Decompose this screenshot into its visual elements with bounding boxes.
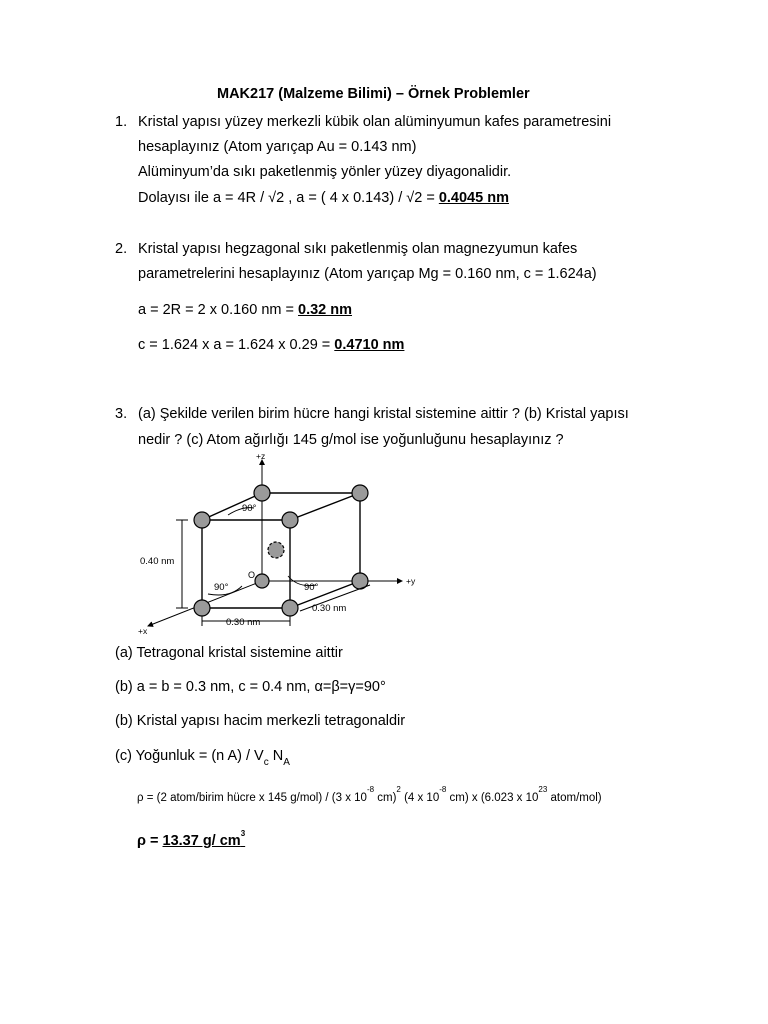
q2-a-answer: 0.32 nm: [298, 302, 353, 318]
q2-a-line: [138, 302, 352, 318]
depth-label: 0.30 nm: [312, 603, 347, 614]
calc-part-2: cm): [374, 792, 397, 804]
body-center-atom: [268, 542, 284, 558]
result-value: 13.37 g/ $cm^3$: [162, 829, 246, 849]
calc-exp-2: 2: [396, 785, 401, 794]
q3-line2: nedir ? (c) Atom ağırlığı 145 g/mol ise yoğunluğunu hesaplayınız ?: [138, 432, 564, 448]
q1-line2: hesaplayınız (Atom yarıçap Au = 0.143 nm): [138, 139, 417, 155]
density-sub-A: A: [283, 757, 290, 768]
corner-atom: [352, 485, 368, 501]
y-axis-label: +y: [406, 576, 416, 586]
q1-number: 1.: [115, 114, 128, 130]
calc-exp-3: -8: [439, 785, 447, 794]
result-eq: =: [145, 833, 163, 849]
answer-b2: (b) Kristal yapısı hacim merkezli tetragonaldir: [115, 713, 406, 729]
q3-line1: (a) Şekilde verilen birim hücre hangi kristal sistemine aittir ? (b) Kristal yapısı: [138, 406, 629, 422]
density-sub-c: c: [263, 757, 269, 768]
q1-line3: Alüminyum’da sıkı paketlenmiş yönler yüzey diyagonalidir.: [138, 164, 512, 180]
z-axis-label: +z: [256, 451, 266, 461]
q3-number: 3.: [115, 406, 128, 422]
q2-line1: Kristal yapısı hegzagonal sıkı paketlenmiş olan magnezyumun kafes: [138, 241, 578, 257]
q1-line4: [138, 190, 509, 206]
height-label: 0.40 nm: [140, 556, 175, 567]
calc-part-5: atom/mol): [547, 792, 602, 804]
answer-c: [115, 748, 290, 768]
answer-b1: (b) a = b = 0.3 nm, c = 0.4 nm, α=β=γ=90°: [115, 679, 386, 695]
origin-label: O: [248, 570, 256, 580]
calc-part-4: cm) x (6.023 x 10: [446, 792, 539, 804]
x-axis-label: +x: [138, 626, 148, 636]
q1-answer: 0.4045 nm: [438, 190, 509, 206]
angle-top-label: 90°: [242, 503, 257, 514]
unit-cell-figure: [130, 448, 440, 638]
corner-atom: [282, 512, 298, 528]
calc-part-1: = (2 atom/birim hücre x 145 g/mol) / (3 x 10: [143, 792, 367, 804]
q2-c-answer: 0.4710 nm: [334, 337, 405, 353]
angle-right-label: 90°: [304, 582, 319, 593]
answer-a: (a) Tetragonal kristal sistemine aittir: [115, 645, 343, 661]
q1-line1: Kristal yapısı yüzey merkezli kübik olan alüminyumun kafes parametresini: [138, 114, 612, 130]
page-title: MAK217 (Malzeme Bilimi) – Örnek Problemler: [217, 86, 530, 102]
q2-a-formula: a = 2R = 2 x 0.160 nm =: [138, 302, 299, 318]
q2-c-line: [138, 337, 404, 353]
corner-atom: [255, 574, 269, 588]
q2-c-formula: c = 1.624 x a = 1.624 x 0.29 =: [138, 337, 335, 353]
corner-atom: [194, 600, 210, 616]
density-result: [137, 829, 246, 849]
calc-exp-1: -8: [366, 785, 375, 794]
result-rho: ρ: [137, 833, 146, 849]
calc-exp-4: 23: [538, 785, 548, 794]
width-label: 0.30 nm: [226, 617, 261, 628]
rho-symbol: ρ: [137, 792, 144, 804]
density-calculation: [137, 785, 602, 804]
density-N: N: [268, 748, 284, 764]
angle-left-label: 90°: [214, 582, 229, 593]
calc-part-3: (4 x 10: [400, 792, 440, 804]
q1-formula: Dolayısı ile a = 4R / √2 , a = ( 4 x 0.143) / √2 =: [138, 190, 439, 206]
corner-atom: [194, 512, 210, 528]
density-formula: (c) Yoğunluk = (n A) / V: [115, 748, 264, 764]
corner-atom: [282, 600, 298, 616]
corner-atom: [254, 485, 270, 501]
q2-number: 2.: [115, 241, 128, 257]
q2-line2: parametrelerini hesaplayınız (Atom yarıçap Mg = 0.160 nm, c = 1.624a): [138, 266, 597, 282]
